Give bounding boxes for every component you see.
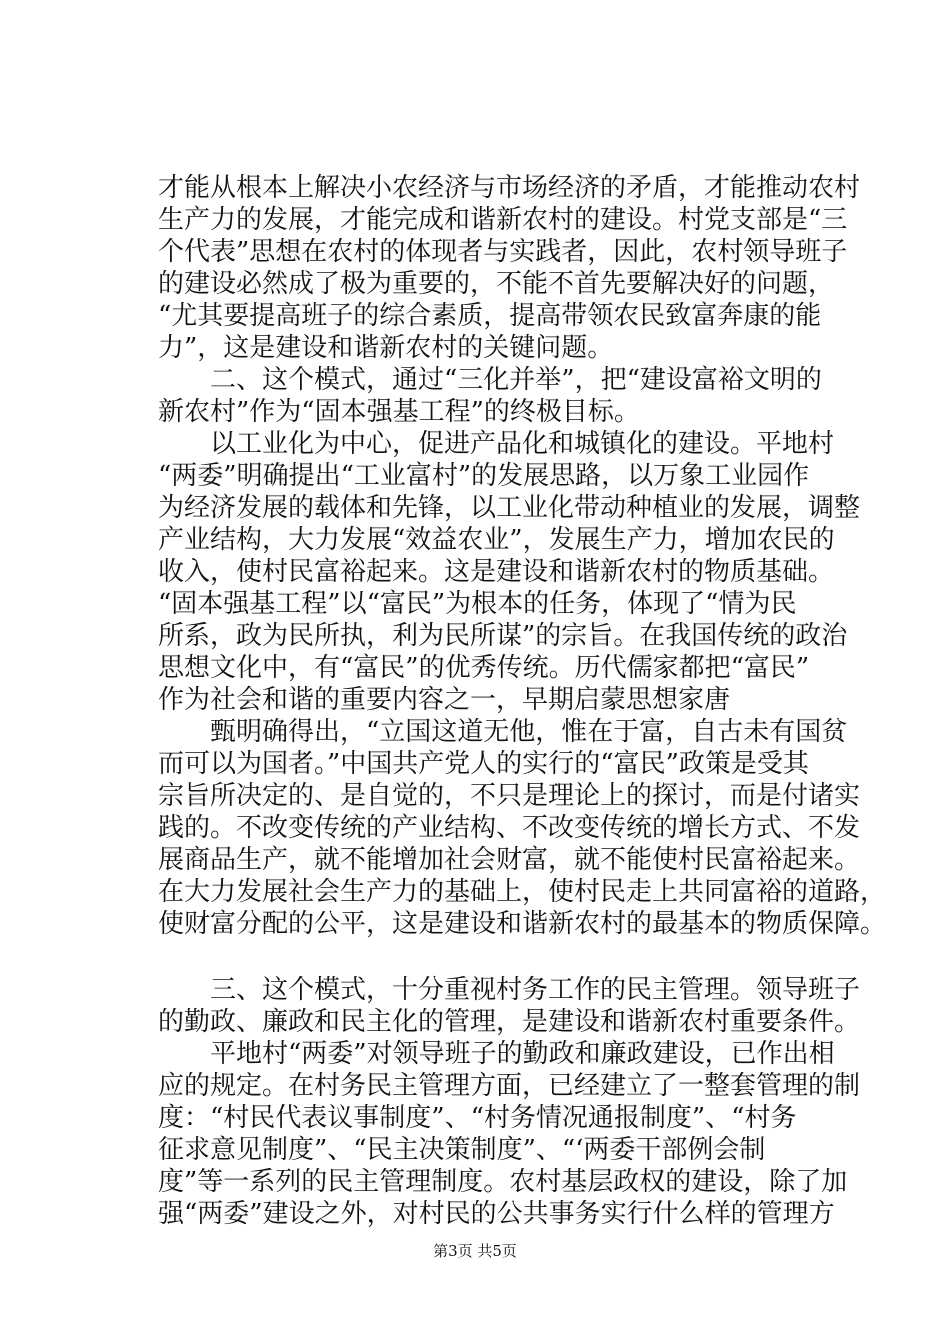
text-line: 为经济发展的载体和先锋，以工业化带动种植业的发展，调整 [158, 493, 861, 523]
text-line: 宗旨所决定的、是自觉的，不只是理论上的探讨，而是付诸实 [158, 781, 861, 811]
section-heading-2: 二、这个模式，通过“三化并举”，把“建设富裕文明的 [158, 365, 822, 395]
paragraph-gap [158, 940, 838, 974]
text-line: 作为社会和谐的重要内容之一，早期启蒙思想家唐 [158, 685, 731, 715]
text-line: 的勤政、廉政和民主化的管理，是建设和谐新农村重要条件。 [158, 1007, 861, 1037]
text-line: 在大力发展社会生产力的基础上，使村民走上共同富裕的道路， [158, 877, 887, 907]
text-line: 使财富分配的公平，这是建设和谐新农村的最基本的物质保障。 [158, 909, 887, 939]
text-line: “固本强基工程”以“富民”为根本的任务，体现了“情为民 [158, 589, 797, 619]
text-line: “两委”明确提出“工业富村”的发展思路，以万象工业园作 [158, 461, 810, 491]
text-line: 征求意见制度”、“民主决策制度”、“‘两委干部例会制 [158, 1135, 766, 1165]
text-line: 度：“村民代表议事制度”、“村务情况通报制度”、“村务 [158, 1103, 797, 1133]
document-body [158, 172, 887, 1230]
text-line: 度”等一系列的民主管理制度。农村基层政权的建设，除了加 [158, 1167, 848, 1197]
text-line: 践的。不改变传统的产业结构、不改变传统的增长方式、不发 [158, 813, 861, 843]
text-line: 收入，使村民富裕起来。这是建设和谐新农村的物质基础。 [158, 557, 835, 587]
section-heading-3: 三、这个模式，十分重视村务工作的民主管理。领导班子 [158, 975, 861, 1005]
text-line: 的建设必然成了极为重要的，不能不首先要解决好的问题， [158, 269, 835, 299]
text-line: 所系，政为民所执，利为民所谋”的宗旨。在我国传统的政治 [158, 621, 848, 651]
text-line: 强“两委”建设之外，对村民的公共事务实行什么样的管理方 [158, 1199, 835, 1229]
text-line: 而可以为国者。”中国共产党人的实行的“富民”政策是受其 [158, 749, 809, 779]
page-number-footer: 第3页 共5页 [433, 1242, 517, 1260]
text-line: “尤其要提高班子的综合素质，提高带领农民致富奔康的能 [158, 301, 822, 331]
text-line: 以工业化为中心，促进产品化和城镇化的建设。平地村 [158, 429, 835, 459]
text-line: 才能从根本上解决小农经济与市场经济的矛盾，才能推动农村 [158, 173, 861, 203]
text-line: 思想文化中，有“富民”的优秀传统。历代儒家都把“富民” [158, 653, 810, 683]
text-line: 平地村“两委”对领导班子的勤政和廉政建设，已作出相 [158, 1039, 835, 1069]
text-line: 生产力的发展，才能完成和谐新农村的建设。村党支部是“三 [158, 205, 848, 235]
text-line: 新农村”作为“固本强基工程”的终极目标。 [158, 397, 640, 427]
text-line: 个代表”思想在农村的体现者与实践者，因此，农村领导班子 [158, 237, 848, 267]
text-line: 应的规定。在村务民主管理方面，已经建立了一整套管理的制 [158, 1071, 861, 1101]
text-line: 力”，这是建设和谐新农村的关键问题。 [158, 333, 614, 363]
text-line: 甄明确得出，“立国这道无他，惟在于富，自古未有国贫 [158, 717, 848, 747]
text-line: 展商品生产，就不能增加社会财富，就不能使村民富裕起来。 [158, 845, 861, 875]
text-line: 产业结构，大力发展“效益农业”，发展生产力，增加农民的 [158, 525, 835, 555]
